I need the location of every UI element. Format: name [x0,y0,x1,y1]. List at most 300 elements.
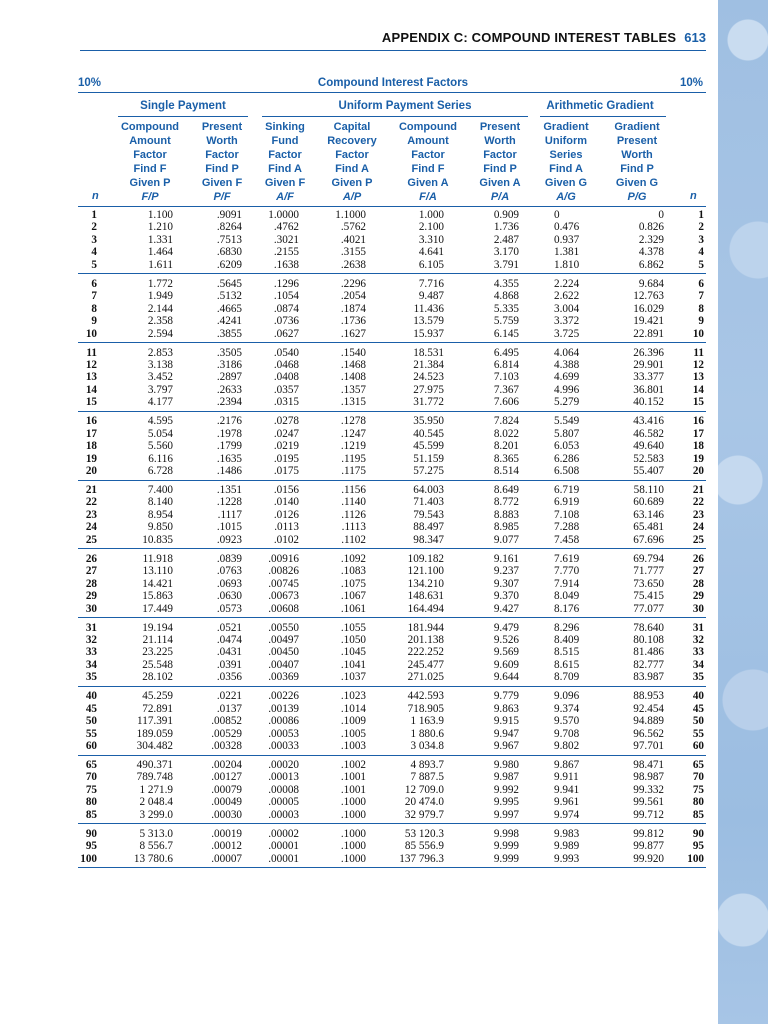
factor-cell: 24.523 [413,371,444,384]
factor-cell: 164.494 [407,602,444,615]
column-header-line: Given A [479,177,521,189]
factor-cell: .1037 [340,671,366,684]
factor-cell: 0 [658,209,664,221]
period-n-right: 23 [692,508,704,521]
factor-cell: 4.177 [147,396,173,409]
factor-cell: 94.889 [633,715,664,728]
factor-cell: 5.807 [554,427,580,440]
period-n-right: 17 [692,427,704,440]
factor-cell: 6.116 [148,452,173,465]
column-header-line: Compound [398,121,458,133]
factor-cell: 8.985 [493,521,519,534]
factor-cell: 789.748 [136,771,173,784]
factor-cell: .5762 [340,221,366,234]
factor-cell: .0923 [216,533,242,546]
factor-cell: .0630 [216,590,242,603]
column-header-line: P/A [490,191,510,203]
period-n-right: 55 [692,727,704,740]
factor-cell: .1054 [273,290,299,303]
factor-cell: .1055 [340,621,366,634]
group-separator-rule [78,342,706,343]
factor-cell: 9.307 [493,577,519,590]
period-n-right: 3 [698,233,704,246]
factor-cell: 0.909 [493,209,519,221]
factor-cell: .1219 [340,440,366,453]
factor-cell: .6830 [216,246,242,259]
period-n-right: 95 [692,840,704,853]
factor-cell: 9.998 [493,827,519,840]
factor-cell: .1000 [340,796,366,809]
table-row [0,209,718,221]
factor-cell: .1102 [341,533,366,546]
factor-cell: 21.114 [142,633,173,646]
period-n-right: 85 [692,808,704,821]
factor-cell: 36.801 [633,383,664,396]
column-header-line: Series [549,149,583,161]
factor-cell: .1126 [341,508,366,521]
column-header-line: Find A [335,163,369,175]
table-row [0,578,718,590]
factor-cell: .0356 [216,671,242,684]
factor-cell: .00608 [268,602,299,615]
factor-cell: .0627 [273,327,299,340]
factor-cell: 1 271.9 [139,783,173,796]
factor-cell: .00013 [268,771,299,784]
running-head-title: APPENDIX C: COMPOUND INTEREST TABLES [381,30,677,45]
factor-cell: .00852 [211,715,242,728]
group-separator-rule [78,617,706,618]
table-row [0,622,718,634]
table-row [0,534,718,546]
table-row [0,384,718,396]
period-n-left: 13 [85,371,97,384]
period-n-left: 28 [85,577,97,590]
factor-cell: 6.105 [418,258,444,271]
table-row [0,703,718,715]
factor-cell: 29.901 [633,358,664,371]
column-header-line: Present [201,121,243,133]
factor-cell: 245.477 [407,658,444,671]
column-header-line: Factor [483,149,517,161]
factor-cell: .1000 [340,840,366,853]
factor-cell: 8.649 [493,484,519,496]
period-n-right: 9 [698,315,704,328]
group-separator-rule [78,273,706,274]
factor-cell: .0102 [273,533,299,546]
factor-cell: .00139 [268,702,299,715]
factor-cell: 13 780.6 [133,852,173,865]
factor-cell: 9.609 [493,658,519,671]
factor-cell: 8.954 [147,508,173,521]
period-n-right: 10 [692,327,704,340]
period-n-left: 70 [85,771,97,784]
factor-cell: 3.797 [147,383,173,396]
factor-cell: .1001 [340,771,366,784]
factor-cell: 1.331 [147,233,173,246]
period-n-right: 16 [692,415,704,428]
factor-cell: 4.699 [554,371,580,384]
column-header-0 [110,120,190,204]
factor-cell: .00916 [268,552,299,565]
factor-cell: .4762 [273,221,299,234]
factor-cell: 1.210 [147,221,173,234]
factor-cell: 117.391 [137,715,173,728]
factor-cell: 96.562 [633,727,664,740]
table-row [0,553,718,565]
column-header-line: Given F [264,177,306,189]
title-rule [78,92,706,93]
factor-cell: 23.225 [142,646,173,659]
factor-cell: 6.919 [554,496,580,509]
column-header-line: Factor [205,149,239,161]
table-row [0,603,718,615]
factor-cell: 0.937 [554,233,580,246]
period-n-right: 2 [698,221,704,234]
factor-cell: .1041 [340,658,366,671]
factor-cell: 718.905 [407,702,444,715]
factor-cell: 121.100 [407,565,444,578]
period-n-right: 100 [687,852,704,865]
factor-cell: 4.641 [418,246,444,259]
factor-cell: 6.814 [493,358,519,371]
factor-cell: 8.201 [493,440,519,453]
period-n-left: 45 [85,702,97,715]
factor-cell: .5132 [216,290,242,303]
factor-cell: .2176 [216,415,242,428]
column-header-line: A/G [556,191,576,203]
factor-cell: 9.526 [493,633,519,646]
factor-cell: 6.145 [493,327,519,340]
factor-cell: 1.772 [147,277,173,290]
factor-cell: .0247 [273,427,299,440]
factor-cell: 6.862 [638,258,664,271]
factor-cell: 26.396 [633,346,664,359]
factor-cell: .1023 [340,690,366,703]
factor-cell: 2.329 [638,233,664,246]
column-header-line: Given A [407,177,449,189]
factor-cell: .1315 [340,396,366,409]
column-header-line: Worth [206,135,238,147]
factor-cell: .3505 [216,346,242,359]
factor-cell: 8.772 [493,496,519,509]
period-n-right: 28 [692,577,704,590]
factor-cell: .0137 [216,702,242,715]
column-header-line: Gradient [614,121,660,133]
table-row [0,659,718,671]
factor-cell: .9091 [216,209,242,221]
period-n-left: 32 [85,633,97,646]
factor-cell: .00002 [268,827,299,840]
factor-cell: 67.696 [633,533,664,546]
period-n-left: 7 [91,290,97,303]
column-header-line: Factor [133,149,167,161]
factor-cell: 9.992 [493,783,519,796]
period-n-left: 90 [85,827,97,840]
factor-cell: .3155 [340,246,366,259]
factor-cell: .00001 [268,840,299,853]
factor-cell: .00826 [268,565,299,578]
factor-cell: 442.593 [407,690,444,703]
factor-cell: .1540 [340,346,366,359]
factor-cell: 13.579 [413,315,444,328]
table-row [0,359,718,371]
factor-cell: 13.110 [142,565,173,578]
period-n-right: 25 [692,533,704,546]
factor-cell: 0.826 [638,221,664,234]
factor-cell: 1.000 [418,209,444,221]
factor-cell: 9.995 [493,796,519,809]
factor-cell: .1113 [341,521,366,534]
factor-cell: .1486 [216,465,242,478]
factor-cell: .0357 [273,383,299,396]
column-header-line: Amount [129,135,171,147]
factor-cell: .1005 [340,727,366,740]
factor-cell: 2.622 [554,290,580,303]
factor-cell: .4665 [216,302,242,315]
factor-cell: .00369 [268,671,299,684]
factor-cell: 3.791 [493,258,519,271]
group-separator-rule [78,411,706,412]
period-n-left: 30 [85,602,97,615]
column-header-line: Given G [615,177,659,189]
column-header-line: Compound [120,121,180,133]
factor-cell: 99.812 [633,827,664,840]
factor-cell: 85 556.9 [404,840,444,853]
period-n-left: 65 [85,759,97,771]
column-header-line: Worth [621,149,653,161]
factor-cell: .2897 [216,371,242,384]
factor-cell: 4.868 [493,290,519,303]
table-row [0,759,718,771]
factor-cell: 99.332 [633,783,664,796]
factor-cell: 3.725 [554,327,580,340]
factor-cell: .0540 [273,346,299,359]
factor-cell: 9.999 [493,852,519,865]
factor-cell: 3 299.0 [139,808,173,821]
column-header-line: Sinking [265,121,305,133]
column-header-line: Amount [407,135,449,147]
factor-cell: 7.367 [493,383,519,396]
factor-cell: 6.495 [493,346,519,359]
factor-cell: .0839 [216,552,242,565]
factor-cell: 10.835 [142,533,173,546]
factor-cell: .1228 [216,496,242,509]
column-header-6 [526,120,606,204]
factor-cell: .3021 [273,233,299,246]
factor-cell: 9.993 [554,852,580,865]
period-n-left: 21 [85,484,97,496]
factor-cell: 4.388 [554,358,580,371]
period-n-left: 9 [91,315,97,328]
period-n-right: 1 [698,209,704,221]
period-n-right: 40 [692,690,704,703]
table-row [0,428,718,440]
period-n-right: 5 [698,258,704,271]
table-row [0,671,718,683]
factor-cell: .00127 [211,771,242,784]
factor-cell: 52.583 [633,452,664,465]
factor-cell: .1278 [340,415,366,428]
factor-cell: .00008 [268,783,299,796]
group-separator-rule [78,480,706,481]
factor-cell: 0 [554,209,560,221]
factor-cell: 8.176 [554,602,580,615]
factor-cell: .6209 [216,258,242,271]
column-header-line: Find P [620,163,654,175]
period-n-right: 4 [698,246,704,259]
factor-cell: .1001 [340,783,366,796]
factor-cell: .0468 [273,358,299,371]
factor-cell: .00019 [211,827,242,840]
period-n-left: 55 [85,727,97,740]
factor-cell: .0219 [273,440,299,453]
factor-cell: 9.161 [493,552,519,565]
column-header-line: A/F [276,191,294,203]
factor-cell: 9.989 [554,840,580,853]
period-n-left: 11 [86,346,97,359]
table-row [0,278,718,290]
factor-cell: 304.482 [136,740,173,753]
factor-cell: 69.794 [633,552,664,565]
factor-cell: 8.514 [493,465,519,478]
factor-cell: 1.381 [554,246,580,259]
factor-cell: 201.138 [407,633,444,646]
factor-cell: 7.288 [554,521,580,534]
factor-cell: 8.515 [554,646,580,659]
factor-cell: 271.025 [407,671,444,684]
factor-cell: .0408 [273,371,299,384]
factor-cell: .00033 [268,740,299,753]
group-separator-rule [78,755,706,756]
factor-cell: .1014 [340,702,366,715]
factor-cell: 92.454 [633,702,664,715]
group-rule-uniform [262,116,528,117]
factor-cell: .00005 [268,796,299,809]
group-single-payment: Single Payment [140,100,226,112]
factor-cell: 64.003 [413,484,444,496]
factor-cell: 33.377 [633,371,664,384]
factor-cell: 9.802 [554,740,580,753]
factor-cell: 3.004 [554,302,580,315]
factor-cell: 7.914 [554,577,580,590]
factor-cell: .8264 [216,221,242,234]
factor-cell: .1638 [273,258,299,271]
factor-cell: .0521 [216,621,242,634]
factor-cell: 3 034.8 [410,740,444,753]
factor-cell: 148.631 [407,590,444,603]
factor-cell: 71.777 [633,565,664,578]
factor-cell: .1175 [341,465,366,478]
factor-cell: .00049 [211,796,242,809]
factor-cell: 9.077 [493,533,519,546]
factor-cell: 137 796.3 [399,852,444,865]
factor-cell: 9.684 [638,277,664,290]
factor-cell: 490.371 [136,759,173,771]
column-header-line: P/F [213,191,231,203]
factor-cell: 7.770 [554,565,580,578]
period-n-left: 22 [85,496,97,509]
factor-cell: .00497 [268,633,299,646]
factor-cell: 78.640 [633,621,664,634]
period-n-left: 27 [85,565,97,578]
period-n-left: 14 [85,383,97,396]
factor-cell: 8.140 [147,496,173,509]
factor-cell: 3.372 [554,315,580,328]
table-row [0,728,718,740]
factor-cell: 6.728 [147,465,173,478]
period-n-left: 3 [91,233,97,246]
table-title: Compound Interest Factors [317,77,469,89]
table-row [0,396,718,408]
factor-cell: 5.560 [147,440,173,453]
period-n-left: 20 [85,465,97,478]
factor-cell: 43.416 [633,415,664,428]
factor-cell: .00407 [268,658,299,671]
factor-cell: 97.701 [633,740,664,753]
table-row [0,440,718,452]
table-row [0,484,718,496]
period-n-right: 15 [692,396,704,409]
column-header-line: Fund [271,135,299,147]
factor-cell: .00007 [211,852,242,865]
factor-cell: 9.915 [493,715,519,728]
column-header-line: Worth [484,135,516,147]
factor-cell: 1.0000 [268,209,299,221]
factor-cell: 9.570 [554,715,580,728]
column-header-line: Find F [133,163,167,175]
factor-cell: 9.999 [493,840,519,853]
factor-cell: 3.310 [418,233,444,246]
factor-cell: 8.296 [554,621,580,634]
factor-cell: .00204 [211,759,242,771]
period-n-left: 18 [85,440,97,453]
period-n-left: 2 [91,221,97,234]
factor-cell: 40.152 [633,396,664,409]
period-n-right: 21 [692,484,704,496]
factor-cell: .1045 [340,646,366,659]
period-n-right: 24 [692,521,704,534]
period-n-left: 26 [85,552,97,565]
factor-cell: .4241 [216,315,242,328]
factor-cell: 82.777 [633,658,664,671]
factor-cell: 1.810 [554,258,580,271]
factor-cell: 9.867 [554,759,580,771]
period-n-right: 22 [692,496,704,509]
table-row [0,347,718,359]
factor-cell: 8.709 [554,671,580,684]
factor-cell: 77.077 [633,602,664,615]
factor-cell: 46.582 [633,427,664,440]
period-n-left: 25 [85,533,97,546]
factor-cell: 9.911 [554,771,579,784]
factor-cell: 88.497 [413,521,444,534]
factor-cell: 1.464 [147,246,173,259]
table-row [0,221,718,233]
factor-cell: .0315 [273,396,299,409]
column-header-line: Find P [205,163,239,175]
factor-cell: .1635 [216,452,242,465]
period-n-left: 31 [85,621,97,634]
factor-cell: 8.409 [554,633,580,646]
factor-cell: 1.736 [493,221,519,234]
column-header-line: Recovery [327,135,377,147]
column-header-line: Find F [411,163,445,175]
factor-cell: 75.415 [633,590,664,603]
column-header-line: Present [616,135,658,147]
factor-cell: .1296 [273,277,299,290]
table-row [0,259,718,271]
period-n-left: 100 [80,852,97,865]
